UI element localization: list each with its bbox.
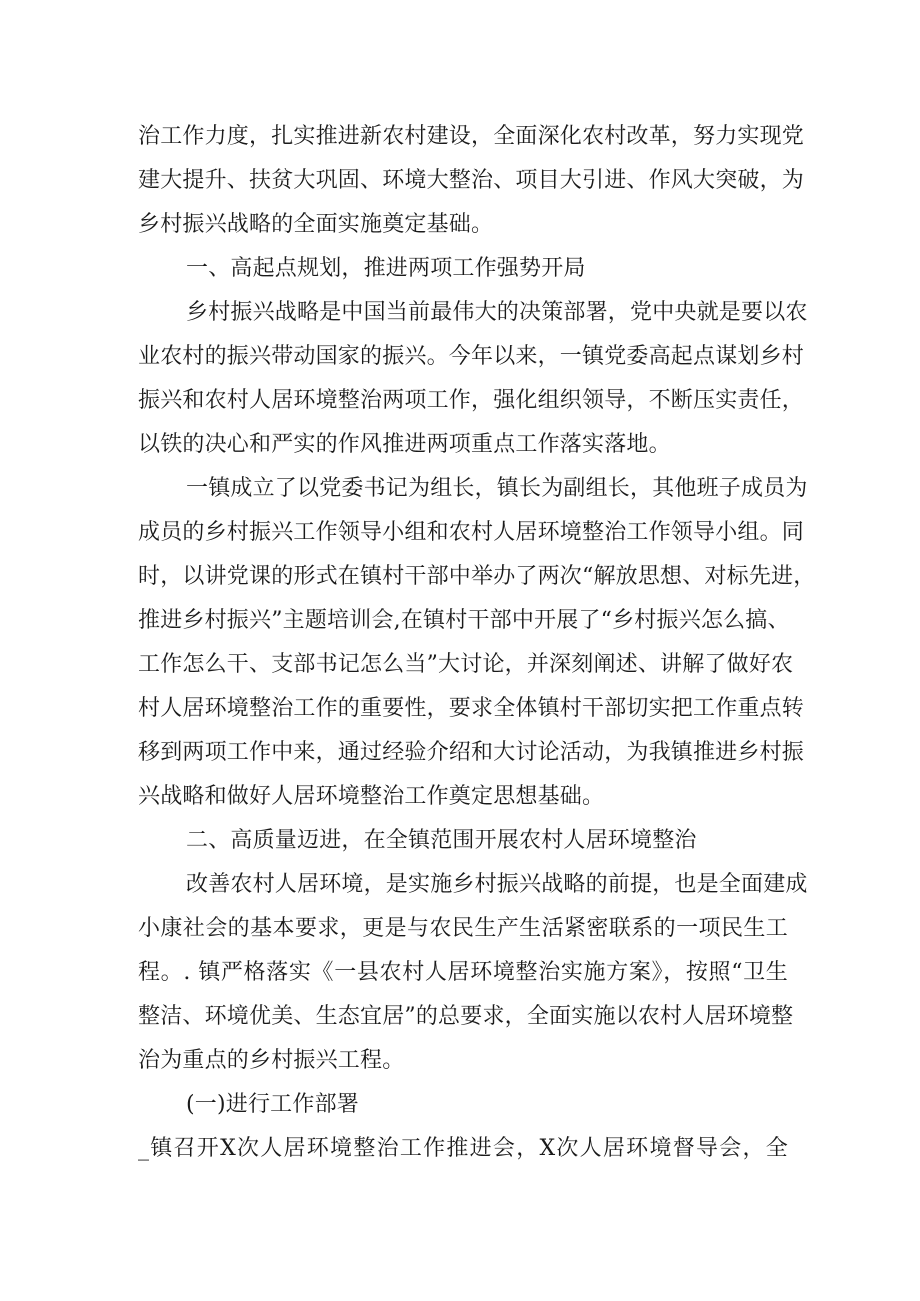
paragraph-line: _镇召开X次人居环境整治工作推进会，X次人居环境督导会，全 [138, 1136, 788, 1161]
paragraph-line: 小康社会的基本要求，更是与农民生产生活紧密联系的一项民生工 [138, 916, 788, 941]
paragraph-line: 乡村振兴战略是中国当前最伟大的决策部署，党中央就是要以农 [186, 300, 808, 325]
paragraph-line: 成员的乡村振兴工作领导小组和农村人居环境整治工作领导小组。同 [138, 520, 805, 545]
paragraph-line: 业农村的振兴带动国家的振兴。今年以来，一镇党委高起点谋划乡村 [138, 344, 805, 369]
section-heading: 一、高起点规划，推进两项工作强势开局 [186, 256, 586, 281]
paragraph-line: 程。. 镇严格落实《一县农村人居环境整治实施方案》，按照“卫生 [138, 960, 788, 985]
paragraph-line: 整洁、环境优美、生态宜居”的总要求，全面实施以农村人居环境整 [138, 1004, 794, 1029]
paragraph-line: 推进乡村振兴”主题培训会,在镇村干部中开展了“乡村振兴怎么搞、 [138, 608, 790, 633]
paragraph-line: 工作怎么干、支部书记怎么当”大讨论，并深刻阐述、讲解了做好农 [138, 652, 794, 677]
paragraph-line: 改善农村人居环境，是实施乡村振兴战略的前提，也是全面建成 [186, 872, 808, 897]
paragraph-line: 村人居环境整治工作的重要性，要求全体镇村干部切实把工作重点转 [138, 696, 805, 721]
paragraph-line: 兴战略和做好人居环境整治工作奠定思想基础。 [138, 784, 605, 809]
paragraph-line: 以铁的决心和严实的作风推进两项重点工作落实落地。 [138, 432, 671, 457]
paragraph-line: 时，以讲党课的形式在镇村干部中举办了两次“解放思想、对标先进， [138, 564, 816, 589]
subsection-heading: (一)进行工作部署 [186, 1092, 359, 1117]
paragraph-line: 治工作力度，扎实推进新农村建设，全面深化农村改革，努力实现党 [138, 124, 805, 149]
paragraph-line: 移到两项工作中来，通过经验介绍和大讨论活动，为我镇推进乡村振 [138, 740, 805, 765]
section-heading: 二、高质量迈进，在全镇范围开展农村人居环境整治 [186, 828, 697, 853]
paragraph-line: 乡村振兴战略的全面实施奠定基础。 [138, 212, 494, 237]
paragraph-line: 振兴和农村人居环境整治两项工作，强化组织领导，不断压实责任， [138, 388, 805, 413]
paragraph-line: 一镇成立了以党委书记为组长，镇长为副组长，其他班子成员为 [186, 476, 808, 501]
paragraph-line: 治为重点的乡村振兴工程。 [138, 1048, 405, 1073]
paragraph-line: 建大提升、扶贫大巩固、环境大整治、项目大引进、作风大突破，为 [138, 168, 805, 193]
